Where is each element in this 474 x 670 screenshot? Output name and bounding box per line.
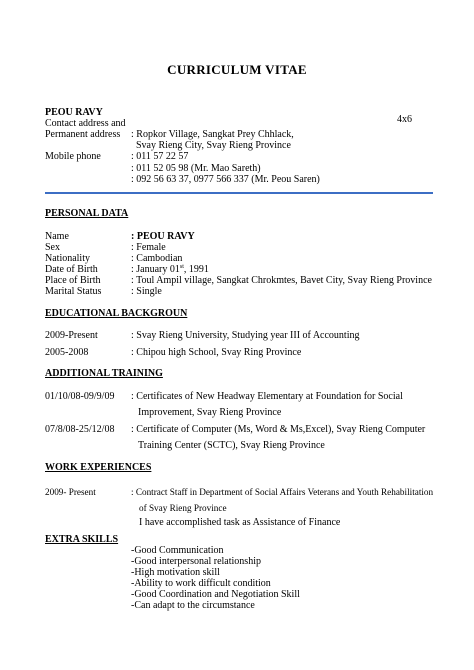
header-divider — [45, 192, 433, 194]
training-heading: ADDITIONAL TRAINING — [45, 368, 163, 379]
personal-value-nationality: : Cambodian — [131, 253, 183, 264]
personal-label-name: Name — [45, 231, 69, 242]
personal-label-marital: Marital Status — [45, 286, 102, 297]
work-label: 2009- Present — [45, 487, 96, 497]
skill-item: -Ability to work difficult condition — [131, 578, 271, 589]
work-line-3: I have accomplished task as Assistance of Finance — [139, 517, 341, 528]
training-line-2a: : Certificate of Computer (Ms, Word & Ms,Excel), Svay Rieng Computer — [131, 424, 426, 435]
education-value-1: : Svay Rieng University, Studying year III of Accounting — [131, 330, 360, 341]
mobile-label: Mobile phone — [45, 151, 101, 162]
personal-data-heading: PERSONAL DATA — [45, 208, 129, 219]
work-line-2: of Svay Rieng Province — [139, 503, 227, 513]
personal-value-pob: : Toul Ampil village, Sangkat Chrokmtes, Bavet City, Svay Rieng Province — [131, 275, 432, 286]
personal-label-sex: Sex — [45, 242, 60, 253]
education-value-2: : Chipou high School, Svay Ring Province — [131, 347, 302, 358]
skill-item: -Good Coordination and Negotiation Skill — [131, 589, 300, 600]
skill-item: -Good interpersonal relationship — [131, 556, 261, 567]
work-heading: WORK EXPERIENCES — [45, 462, 152, 473]
skill-item: -Good Communication — [131, 545, 224, 556]
phone-1: : 011 57 22 57 — [131, 151, 189, 162]
education-label-1: 2009-Present — [45, 330, 98, 341]
address-line-1: : Ropkor Village, Sangkat Prey Chhlack, — [131, 129, 294, 140]
personal-value-name: : PEOU RAVY — [131, 231, 195, 242]
personal-label-nationality: Nationality — [45, 253, 90, 264]
skill-item: -High motivation skill — [131, 567, 220, 578]
education-heading: EDUCATIONAL BACKGROUN — [45, 308, 188, 319]
skills-heading: EXTRA SKILLS — [45, 534, 119, 545]
contact-label: Contact address and — [45, 118, 126, 129]
personal-value-sex: : Female — [131, 242, 166, 253]
work-line-1: : Contract Staff in Department of Social Affairs Veterans and Youth Rehabilitation — [131, 487, 434, 497]
address-line-2: Svay Rieng City, Svay Rieng Province — [136, 140, 291, 151]
training-label-1: 01/10/08-09/9/09 — [45, 391, 115, 402]
phone-3: : 092 56 63 37, 0977 566 337 (Mr. Peou Saren) — [131, 174, 320, 185]
personal-value-marital: : Single — [131, 286, 162, 297]
training-label-2: 07/8/08-25/12/08 — [45, 424, 115, 435]
training-line-2b: Training Center (SCTC), Svay Rieng Province — [138, 440, 325, 451]
personal-label-pob: Place of Birth — [45, 275, 101, 286]
photo-placeholder-label: 4x6 — [397, 114, 412, 125]
permanent-address-label: Permanent address — [45, 129, 121, 140]
header-name: PEOU RAVY — [45, 107, 103, 118]
personal-label-dob: Date of Birth — [45, 264, 98, 275]
education-label-2: 2005-2008 — [45, 347, 89, 358]
phone-2: : 011 52 05 98 (Mr. Mao Sareth) — [131, 163, 261, 174]
page-title: CURRICULUM VITAE — [167, 62, 307, 77]
personal-value-dob: : January 01st, 1991 — [131, 264, 209, 275]
skill-item: -Can adapt to the circumstance — [131, 600, 255, 611]
training-line-1a: : Certificates of New Headway Elementary at Foundation for Social — [131, 391, 403, 402]
training-line-1b: Improvement, Svay Rieng Province — [138, 407, 282, 418]
